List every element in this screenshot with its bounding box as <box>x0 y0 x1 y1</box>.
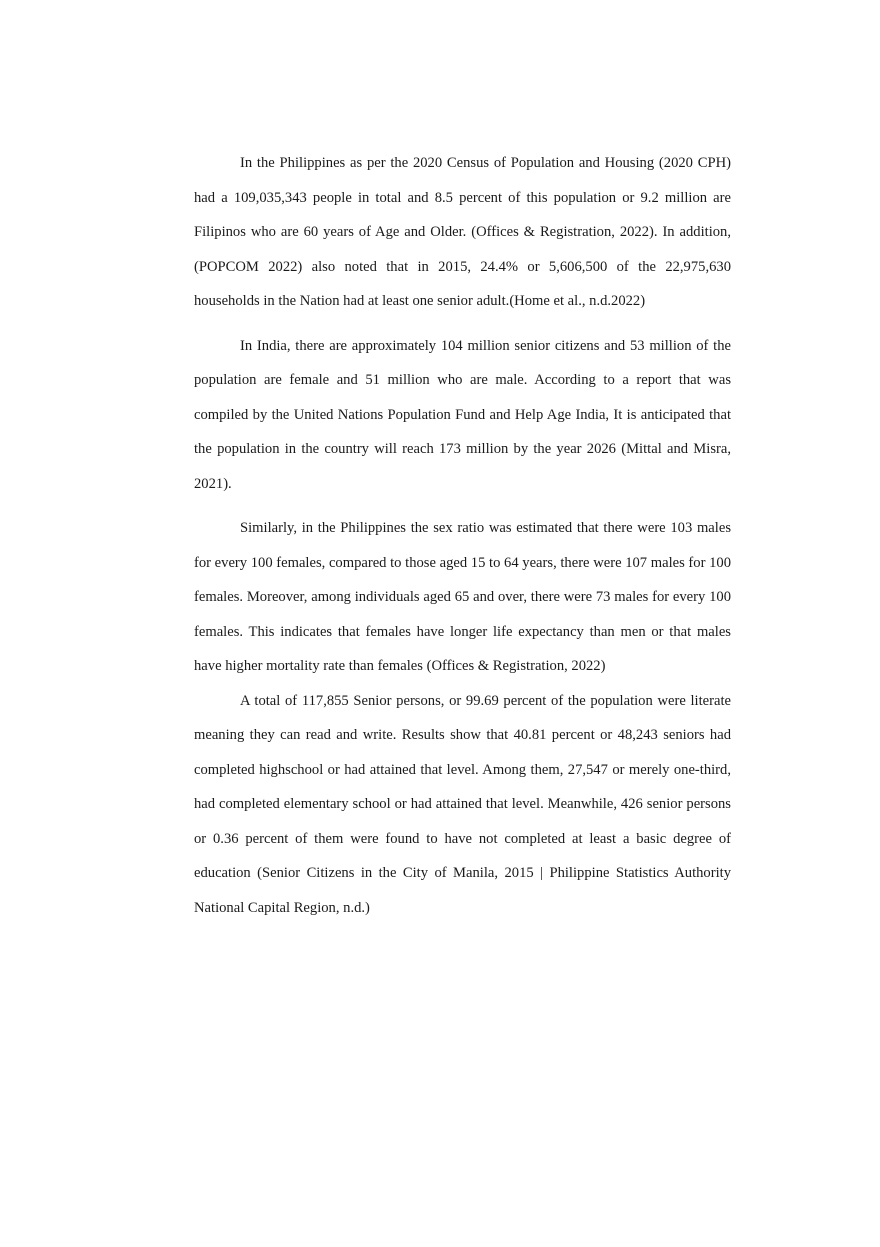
body-text <box>194 146 731 935</box>
paragraph-literacy: A total of 117,855 Senior persons, or 99.69 percent of the population were literate meaning they can read and write. Results show that 40.81 percent or 48,243 seniors had completed highschool or had attained that level. Among them, 27,547 or merely one-third, had completed elementary school or had attained that level. Meanwhile, 426 senior persons or 0.36 percent of them were found to have not completed at least a basic degree of education (Senior Citizens in the City of Manila, 2015 | Philippine Statistics Authority National Capital Region, n.d.) <box>194 692 731 916</box>
paragraph-sex-ratio: Similarly, in the Philippines the sex ratio was estimated that there were 103 males for every 100 females, compared to those aged 15 to 64 years, there were 107 males for 100 females. Moreover, among individuals aged 65 and over, there were 73 males for every 100 females. This indicates that females have longer life expectancy than men or that males have higher mortality rate than females (Offices & Registration, 2022) <box>194 520 731 674</box>
paragraph-india-seniors: In India, there are approximately 104 million senior citizens and 53 million of the population are female and 51 million who are male. According to a report that was compiled by the United Nations Population Fund and Help Age India, It is anticipated that the population in the country will reach 173 million by the year 2026 (Mittal and Misra, 2021). <box>194 337 731 492</box>
paragraph-philippines-census: In the Philippines as per the 2020 Census of Population and Housing (2020 CPH) had a 109,035,343 people in total and 8.5 percent of this population or 9.2 million are Filipinos who are 60 years of Age and Older. (Offices & Registration, 2022). In addition, (POPCOM 2022) also noted that in 2015, 24.4% or 5,606,500 of the 22,975,630 households in the Nation had at least one senior adult.(Home et al., n.d.2022) <box>194 155 731 309</box>
